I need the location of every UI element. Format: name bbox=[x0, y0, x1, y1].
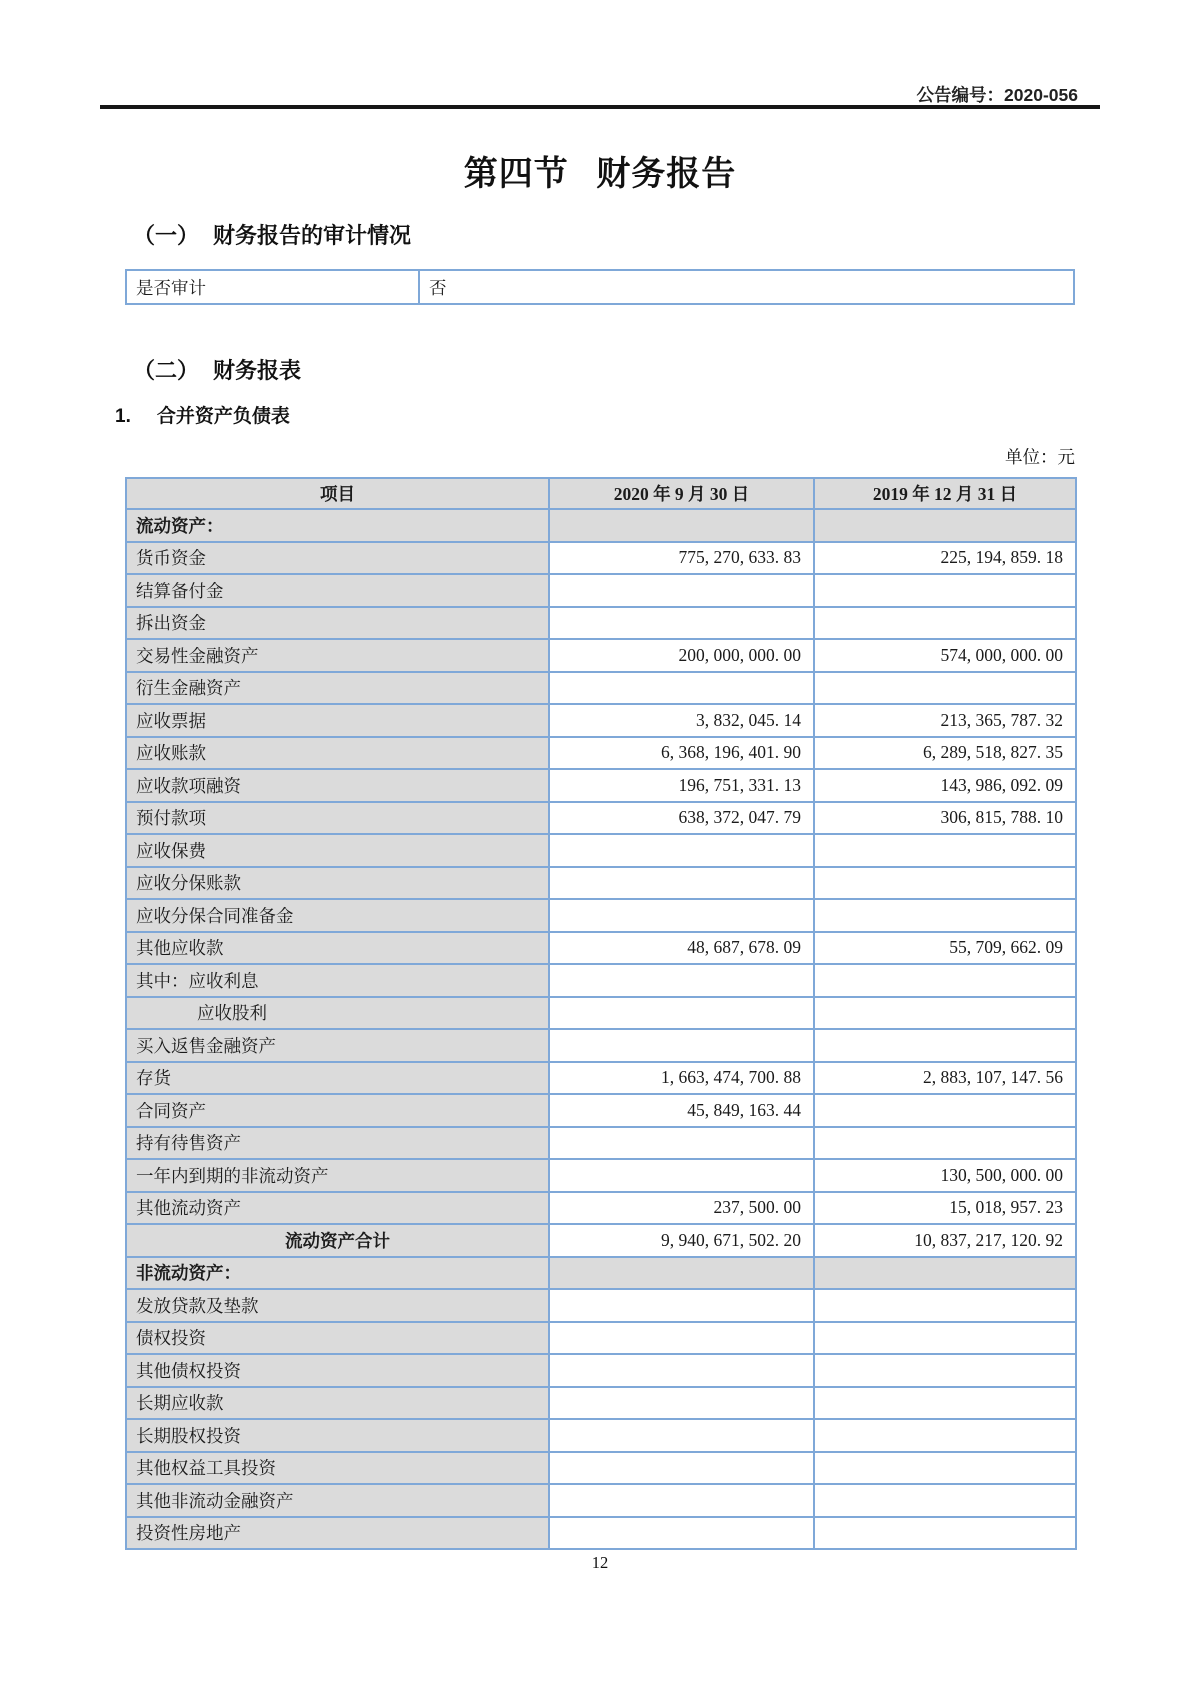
subsection-title: 合并资产负债表 bbox=[156, 406, 290, 427]
row-value-2019: 130, 500, 000. 00 bbox=[814, 1159, 1076, 1192]
row-label: 长期股权投资 bbox=[126, 1419, 549, 1452]
table-row bbox=[126, 1517, 1076, 1550]
row-value-2019 bbox=[814, 1484, 1076, 1517]
table-row bbox=[126, 932, 1076, 965]
row-label: 一年内到期的非流动资产 bbox=[126, 1159, 549, 1192]
row-value-2020: 775, 270, 633. 83 bbox=[549, 542, 814, 575]
row-value-2020: 200, 000, 000. 00 bbox=[549, 639, 814, 672]
row-label: 其他权益工具投资 bbox=[126, 1452, 549, 1485]
row-value-2020 bbox=[549, 509, 814, 542]
row-value-2020 bbox=[549, 834, 814, 867]
row-value-2019 bbox=[814, 1517, 1076, 1550]
table-row bbox=[126, 1354, 1076, 1387]
row-label: 其他非流动金融资产 bbox=[126, 1484, 549, 1517]
row-value-2020 bbox=[549, 1289, 814, 1322]
row-value-2019 bbox=[814, 1289, 1076, 1322]
row-label: 其中：应收利息 bbox=[126, 964, 549, 997]
row-value-2020: 638, 372, 047. 79 bbox=[549, 802, 814, 835]
row-value-2019 bbox=[814, 1094, 1076, 1127]
row-value-2020 bbox=[549, 1257, 814, 1290]
row-value-2019: 574, 000, 000. 00 bbox=[814, 639, 1076, 672]
row-label: 持有待售资产 bbox=[126, 1127, 549, 1160]
row-value-2019 bbox=[814, 607, 1076, 640]
table-row bbox=[126, 1387, 1076, 1420]
row-value-2020: 1, 663, 474, 700. 88 bbox=[549, 1062, 814, 1095]
row-value-2019 bbox=[814, 1257, 1076, 1290]
balance-sheet-table bbox=[125, 477, 1077, 1550]
table-row bbox=[126, 639, 1076, 672]
row-label: 应收股利 bbox=[126, 997, 549, 1030]
row-label: 合同资产 bbox=[126, 1094, 549, 1127]
table-row bbox=[126, 542, 1076, 575]
section-index: （一） bbox=[133, 223, 200, 248]
table-row bbox=[126, 769, 1076, 802]
row-value-2020 bbox=[549, 1517, 814, 1550]
row-label: 非流动资产： bbox=[126, 1257, 549, 1290]
row-value-2019: 213, 365, 787. 32 bbox=[814, 704, 1076, 737]
row-value-2020 bbox=[549, 1127, 814, 1160]
row-value-2019 bbox=[814, 509, 1076, 542]
table-row bbox=[126, 1094, 1076, 1127]
row-value-2020 bbox=[549, 1452, 814, 1485]
section-index: （二） bbox=[133, 358, 200, 383]
table-row bbox=[126, 607, 1076, 640]
section-heading-statements bbox=[133, 354, 301, 385]
row-label: 应收款项融资 bbox=[126, 769, 549, 802]
table-row bbox=[126, 672, 1076, 705]
row-label: 应收分保账款 bbox=[126, 867, 549, 900]
row-value-2020: 3, 832, 045. 14 bbox=[549, 704, 814, 737]
row-label: 交易性金融资产 bbox=[126, 639, 549, 672]
row-label: 存货 bbox=[126, 1062, 549, 1095]
table-row bbox=[126, 574, 1076, 607]
row-value-2020 bbox=[549, 964, 814, 997]
row-label: 货币资金 bbox=[126, 542, 549, 575]
table-row bbox=[126, 1224, 1076, 1257]
subsection-index: 1. bbox=[115, 406, 131, 427]
table-row bbox=[126, 899, 1076, 932]
table-row bbox=[126, 1289, 1076, 1322]
row-value-2019 bbox=[814, 672, 1076, 705]
row-value-2020 bbox=[549, 1419, 814, 1452]
table-row bbox=[126, 1322, 1076, 1355]
table-row bbox=[126, 1062, 1076, 1095]
row-value-2019 bbox=[814, 997, 1076, 1030]
row-label: 预付款项 bbox=[126, 802, 549, 835]
table-row bbox=[126, 1192, 1076, 1225]
row-value-2020 bbox=[549, 1484, 814, 1517]
row-label: 发放贷款及垫款 bbox=[126, 1289, 549, 1322]
column-header-2019: 2019 年 12 月 31 日 bbox=[814, 478, 1076, 509]
row-value-2019: 10, 837, 217, 120. 92 bbox=[814, 1224, 1076, 1257]
row-label: 应收保费 bbox=[126, 834, 549, 867]
row-value-2019 bbox=[814, 1322, 1076, 1355]
row-label: 应收票据 bbox=[126, 704, 549, 737]
row-value-2020 bbox=[549, 997, 814, 1030]
section-title: 财务报表 bbox=[213, 358, 302, 383]
row-value-2020 bbox=[549, 1322, 814, 1355]
row-label: 其他债权投资 bbox=[126, 1354, 549, 1387]
header-rule bbox=[100, 105, 1100, 109]
row-label: 结算备付金 bbox=[126, 574, 549, 607]
table-row bbox=[126, 834, 1076, 867]
audit-answer-cell: 否 bbox=[419, 270, 1074, 304]
row-value-2020: 237, 500. 00 bbox=[549, 1192, 814, 1225]
table-row bbox=[126, 997, 1076, 1030]
column-header-2020: 2020 年 9 月 30 日 bbox=[549, 478, 814, 509]
table-row bbox=[126, 1029, 1076, 1062]
row-label: 拆出资金 bbox=[126, 607, 549, 640]
row-value-2019: 15, 018, 957. 23 bbox=[814, 1192, 1076, 1225]
row-value-2019: 6, 289, 518, 827. 35 bbox=[814, 737, 1076, 770]
row-value-2019 bbox=[814, 1029, 1076, 1062]
row-value-2019 bbox=[814, 964, 1076, 997]
row-value-2020 bbox=[549, 1354, 814, 1387]
row-value-2020 bbox=[549, 607, 814, 640]
row-value-2019 bbox=[814, 1354, 1076, 1387]
table-row bbox=[126, 1419, 1076, 1452]
row-value-2020 bbox=[549, 1029, 814, 1062]
row-label: 长期应收款 bbox=[126, 1387, 549, 1420]
audit-table bbox=[125, 269, 1075, 305]
row-value-2020: 9, 940, 671, 502. 20 bbox=[549, 1224, 814, 1257]
row-value-2019 bbox=[814, 574, 1076, 607]
page-number: 12 bbox=[591, 1553, 609, 1572]
row-value-2020: 6, 368, 196, 401. 90 bbox=[549, 737, 814, 770]
row-value-2019 bbox=[814, 1452, 1076, 1485]
table-row bbox=[126, 737, 1076, 770]
row-value-2020 bbox=[549, 1159, 814, 1192]
table-row bbox=[126, 509, 1076, 542]
table-header-row bbox=[126, 478, 1076, 509]
row-label: 其他应收款 bbox=[126, 932, 549, 965]
table-row bbox=[126, 270, 1074, 304]
table-row bbox=[126, 1127, 1076, 1160]
row-value-2019 bbox=[814, 1127, 1076, 1160]
row-value-2019: 55, 709, 662. 09 bbox=[814, 932, 1076, 965]
doc-number: 公告编号：2020-056 bbox=[916, 85, 1078, 105]
subsection-heading-balance-sheet bbox=[115, 401, 290, 428]
row-value-2020 bbox=[549, 574, 814, 607]
table-row bbox=[126, 1159, 1076, 1192]
row-value-2019: 306, 815, 788. 10 bbox=[814, 802, 1076, 835]
row-value-2020 bbox=[549, 899, 814, 932]
table-row bbox=[126, 704, 1076, 737]
row-label: 流动资产： bbox=[126, 509, 549, 542]
table-row bbox=[126, 1257, 1076, 1290]
row-label: 应收账款 bbox=[126, 737, 549, 770]
section-heading-audit bbox=[133, 219, 411, 250]
row-value-2020: 45, 849, 163. 44 bbox=[549, 1094, 814, 1127]
audit-question-cell: 是否审计 bbox=[126, 270, 419, 304]
row-value-2019: 143, 986, 092. 09 bbox=[814, 769, 1076, 802]
row-value-2020: 196, 751, 331. 13 bbox=[549, 769, 814, 802]
row-value-2020 bbox=[549, 672, 814, 705]
row-label: 衍生金融资产 bbox=[126, 672, 549, 705]
table-row bbox=[126, 802, 1076, 835]
row-value-2019 bbox=[814, 1419, 1076, 1452]
row-label: 其他流动资产 bbox=[126, 1192, 549, 1225]
row-value-2020 bbox=[549, 1387, 814, 1420]
table-row bbox=[126, 1452, 1076, 1485]
row-label: 买入返售金融资产 bbox=[126, 1029, 549, 1062]
row-label: 应收分保合同准备金 bbox=[126, 899, 549, 932]
row-value-2019 bbox=[814, 1387, 1076, 1420]
table-row bbox=[126, 1484, 1076, 1517]
row-value-2019: 225, 194, 859. 18 bbox=[814, 542, 1076, 575]
row-value-2020 bbox=[549, 867, 814, 900]
row-value-2019 bbox=[814, 834, 1076, 867]
table-row bbox=[126, 964, 1076, 997]
page-title: 第四节 财务报告 bbox=[463, 155, 737, 193]
row-value-2019: 2, 883, 107, 147. 56 bbox=[814, 1062, 1076, 1095]
row-value-2019 bbox=[814, 867, 1076, 900]
balance-sheet-body bbox=[126, 509, 1076, 1549]
row-label: 债权投资 bbox=[126, 1322, 549, 1355]
unit-label: 单位：元 bbox=[1005, 447, 1075, 467]
column-header-item: 项目 bbox=[126, 478, 549, 509]
row-value-2020: 48, 687, 678. 09 bbox=[549, 932, 814, 965]
section-title: 财务报告的审计情况 bbox=[213, 223, 412, 248]
row-label: 流动资产合计 bbox=[126, 1224, 549, 1257]
row-value-2019 bbox=[814, 899, 1076, 932]
table-row bbox=[126, 867, 1076, 900]
row-label: 投资性房地产 bbox=[126, 1517, 549, 1550]
